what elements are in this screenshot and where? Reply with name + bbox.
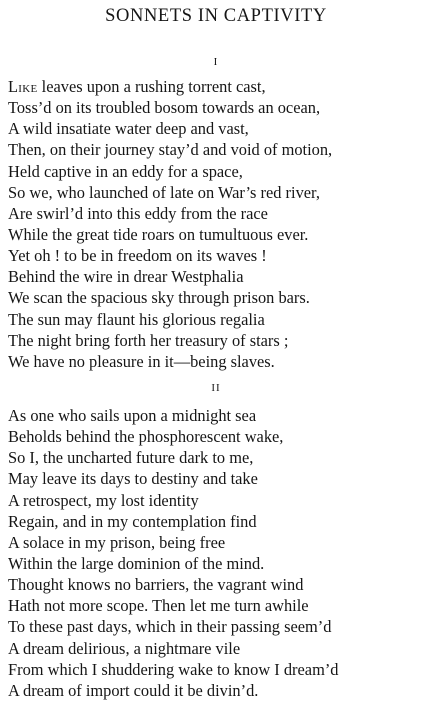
sonnet-1-line-3: A wild insatiate water deep and vast,: [8, 119, 249, 139]
sonnet-1-line-14: We have no pleasure in it—being slaves.: [8, 351, 275, 371]
sonnet-1-line-1: [8, 76, 432, 97]
sonnet-2-line-7: A solace in my prison, being free: [8, 532, 226, 552]
sonnet-1-line-2: Toss’d on its troubled bosom towards an ocean,: [8, 98, 321, 118]
sonnet-2-line-14: A dream of import could it be divin’d.: [8, 680, 259, 700]
sonnet-2-line-13: From which I shuddering wake to know I dream’d: [8, 659, 339, 679]
sonnet-1-line-4: Then, on their journey stay’d and void of motion,: [8, 140, 333, 160]
sonnet-1-line-7: Are swirl’d into this eddy from the race: [8, 203, 268, 223]
sonnet-1-line-5: Held captive in an eddy for a space,: [8, 161, 243, 181]
sonnet-1-body: [8, 76, 432, 372]
sonnet-1-first-word: Like: [8, 77, 38, 96]
page-title: SONNETS IN CAPTIVITY: [105, 6, 327, 26]
sonnet-2-line-6: Regain, and in my contemplation find: [8, 511, 257, 531]
sonnet-2-line-10: Hath not more scope. Then let me turn awhile: [8, 596, 309, 616]
sonnet-1-line-10: Behind the wire in drear Westphalia: [8, 267, 244, 287]
sonnet-2-numeral: II: [211, 382, 221, 394]
sonnet-2-line-4: May leave its days to destiny and take: [8, 469, 258, 489]
sonnet-2-line-1: As one who sails upon a midnight sea: [8, 406, 257, 425]
sonnet-2-line-8: Within the large dominion of the mind.: [8, 553, 265, 573]
sonnet-1-line-6: So we, who launched of late on War’s red river,: [8, 182, 320, 202]
sonnet-2-body: [8, 405, 432, 701]
sonnet-1-first-line-rest: leaves upon a rushing torrent cast,: [37, 77, 266, 96]
sonnet-2-line-2: Beholds behind the phosphorescent wake,: [8, 427, 284, 447]
sonnet-1-numeral: I: [213, 56, 219, 68]
sonnet-1-line-13: The night bring forth her treasury of stars ;: [8, 330, 289, 350]
sonnet-2-line-12: A dream delirious, a nightmare vile: [8, 638, 241, 658]
sonnet-2-line-9: Thought knows no barriers, the vagrant wind: [8, 575, 304, 595]
sonnet-1-line-9: Yet oh ! to be in freedom on its waves !: [8, 246, 267, 266]
sonnet-2-line-5: A retrospect, my lost identity: [8, 490, 199, 510]
sonnet-2-line-3: So I, the uncharted future dark to me,: [8, 448, 254, 468]
sonnet-1-line-8: While the great tide roars on tumultuous ever.: [8, 224, 309, 244]
sonnet-1-line-11: We scan the spacious sky through prison bars.: [8, 288, 310, 308]
sonnet-2-line-11: To these past days, which in their passing seem’d: [8, 617, 332, 637]
sonnet-1-line-12: The sun may flaunt his glorious regalia: [8, 309, 265, 329]
